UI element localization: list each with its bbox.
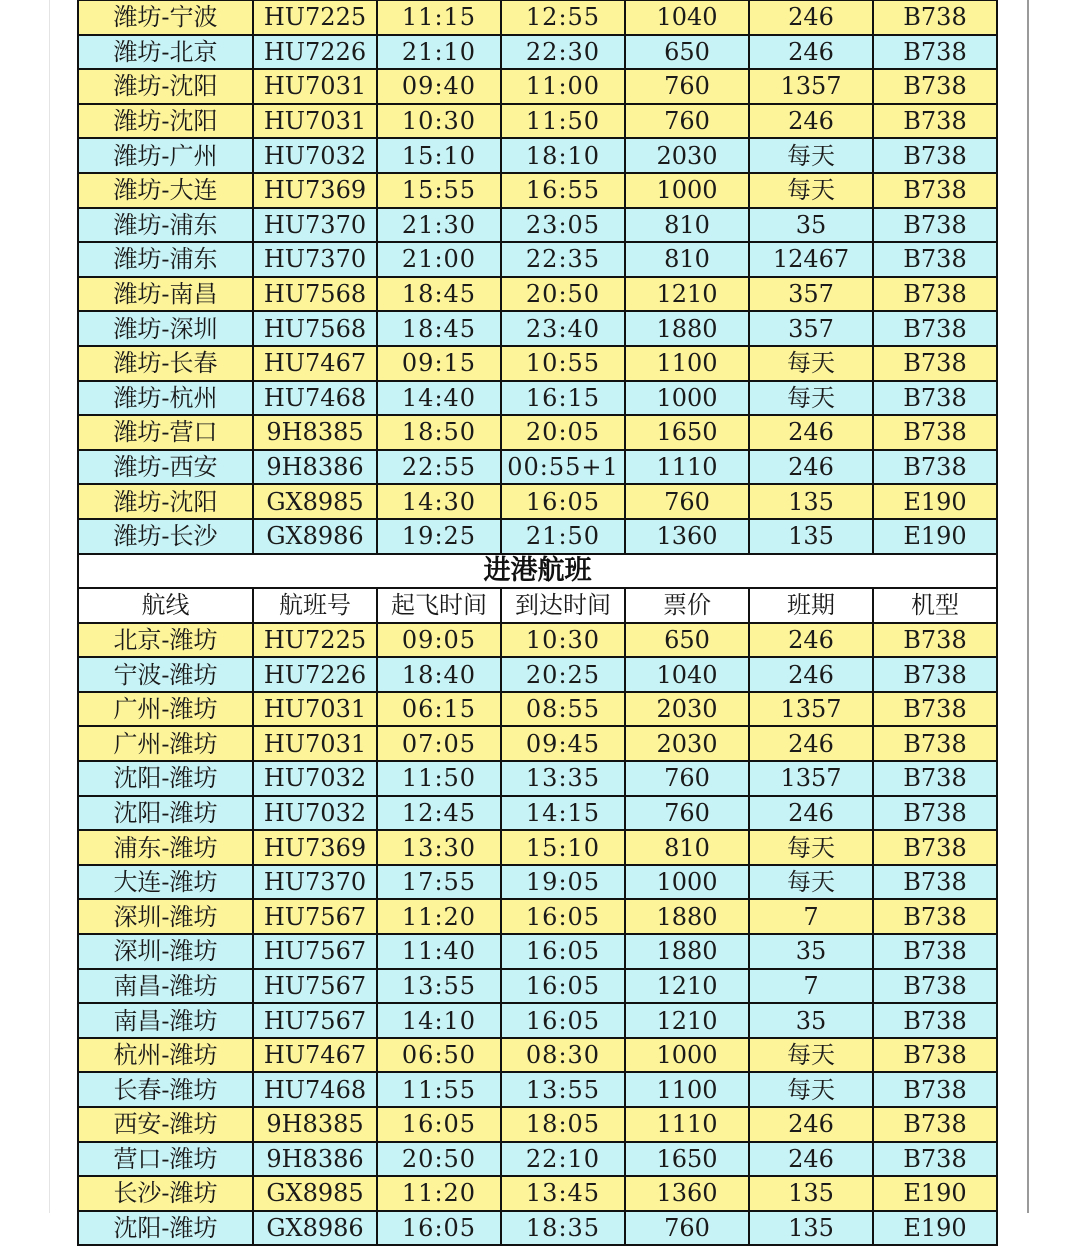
schedule-days-cell: 每天 (749, 865, 873, 900)
schedule-days-cell: 246 (749, 657, 873, 692)
route-cell: 大连-潍坊 (78, 865, 253, 900)
schedule-body (78, 0, 997, 1245)
schedule-days-cell: 135 (749, 1211, 873, 1246)
aircraft-type-cell: B738 (873, 1038, 997, 1073)
route-cell: 潍坊-沈阳 (78, 484, 253, 519)
price-cell: 760 (625, 104, 749, 139)
price-cell: 1100 (625, 346, 749, 381)
flight-schedule-table (77, 0, 998, 1246)
flight-row (78, 35, 997, 70)
flight-number-cell: GX8986 (253, 1211, 377, 1246)
arrival-time-cell: 12:55 (501, 0, 625, 35)
arrival-time-cell: 13:45 (501, 1176, 625, 1211)
route-cell: 潍坊-沈阳 (78, 69, 253, 104)
flight-row (78, 1142, 997, 1177)
route-cell: 长沙-潍坊 (78, 1176, 253, 1211)
departure-time-cell: 18:45 (377, 311, 501, 346)
aircraft-type-cell: B738 (873, 692, 997, 727)
flight-number-cell: HU7468 (253, 1072, 377, 1107)
flight-number-cell: 9H8385 (253, 1107, 377, 1142)
schedule-days-cell: 12467 (749, 242, 873, 277)
flight-row (78, 346, 997, 381)
arrival-time-cell: 16:05 (501, 1003, 625, 1038)
arrival-time-cell: 23:40 (501, 311, 625, 346)
price-cell: 1210 (625, 969, 749, 1004)
departure-time-cell: 13:30 (377, 830, 501, 865)
flight-row (78, 1072, 997, 1107)
flight-row (78, 865, 997, 900)
price-cell: 1000 (625, 381, 749, 416)
flight-number-cell: HU7468 (253, 381, 377, 416)
arrival-time-cell: 08:55 (501, 692, 625, 727)
aircraft-type-cell: B738 (873, 1107, 997, 1142)
flight-number-cell: HU7225 (253, 0, 377, 35)
arrival-time-cell: 11:00 (501, 69, 625, 104)
flight-number-cell: HU7369 (253, 830, 377, 865)
flight-number-cell: HU7370 (253, 242, 377, 277)
price-cell: 1880 (625, 311, 749, 346)
price-cell: 1040 (625, 0, 749, 35)
schedule-days-cell: 246 (749, 415, 873, 450)
schedule-days-cell: 135 (749, 519, 873, 554)
column-header: 班期 (749, 588, 873, 623)
price-cell: 760 (625, 761, 749, 796)
flight-row (78, 657, 997, 692)
aircraft-type-cell: B738 (873, 173, 997, 208)
departure-time-cell: 12:45 (377, 796, 501, 831)
schedule-days-cell: 35 (749, 1003, 873, 1038)
aircraft-type-cell: B738 (873, 934, 997, 969)
price-cell: 1880 (625, 934, 749, 969)
flight-number-cell: HU7568 (253, 311, 377, 346)
flight-number-cell: HU7226 (253, 35, 377, 70)
departure-time-cell: 15:10 (377, 138, 501, 173)
arrival-time-cell: 22:30 (501, 35, 625, 70)
section-title: 进港航班 (78, 554, 997, 589)
flight-row (78, 242, 997, 277)
route-cell: 潍坊-沈阳 (78, 104, 253, 139)
aircraft-type-cell: B738 (873, 35, 997, 70)
column-header: 机型 (873, 588, 997, 623)
price-cell: 810 (625, 208, 749, 243)
column-header: 票价 (625, 588, 749, 623)
price-cell: 1880 (625, 899, 749, 934)
schedule-days-cell: 135 (749, 484, 873, 519)
route-cell: 杭州-潍坊 (78, 1038, 253, 1073)
arrival-time-cell: 20:05 (501, 415, 625, 450)
departure-time-cell: 16:05 (377, 1107, 501, 1142)
schedule-days-cell: 246 (749, 796, 873, 831)
flight-number-cell: HU7369 (253, 173, 377, 208)
schedule-days-cell: 246 (749, 726, 873, 761)
route-cell: 沈阳-潍坊 (78, 761, 253, 796)
flight-row (78, 1003, 997, 1038)
flight-number-cell: HU7370 (253, 208, 377, 243)
flight-row (78, 934, 997, 969)
schedule-days-cell: 246 (749, 1107, 873, 1142)
flight-row (78, 69, 997, 104)
schedule-days-cell: 246 (749, 623, 873, 658)
flight-row (78, 969, 997, 1004)
arrival-time-cell: 16:55 (501, 173, 625, 208)
flight-number-cell: GX8986 (253, 519, 377, 554)
arrival-time-cell: 15:10 (501, 830, 625, 865)
schedule-days-cell: 35 (749, 934, 873, 969)
aircraft-type-cell: B738 (873, 69, 997, 104)
departure-time-cell: 09:15 (377, 346, 501, 381)
departure-time-cell: 11:55 (377, 1072, 501, 1107)
departure-time-cell: 21:00 (377, 242, 501, 277)
price-cell: 1000 (625, 173, 749, 208)
arrival-time-cell: 20:50 (501, 277, 625, 312)
section-title-row (78, 554, 997, 589)
departure-time-cell: 15:55 (377, 173, 501, 208)
flight-row (78, 173, 997, 208)
column-header: 航线 (78, 588, 253, 623)
schedule-days-cell: 357 (749, 277, 873, 312)
route-cell: 潍坊-北京 (78, 35, 253, 70)
route-cell: 潍坊-广州 (78, 138, 253, 173)
schedule-days-cell: 每天 (749, 138, 873, 173)
flight-number-cell: 9H8385 (253, 415, 377, 450)
flight-number-cell: HU7226 (253, 657, 377, 692)
column-header: 起飞时间 (377, 588, 501, 623)
departure-time-cell: 13:55 (377, 969, 501, 1004)
flight-row (78, 208, 997, 243)
price-cell: 1360 (625, 1176, 749, 1211)
page-left-edge (49, 0, 50, 1213)
arrival-time-cell: 20:25 (501, 657, 625, 692)
price-cell: 1000 (625, 865, 749, 900)
route-cell: 营口-潍坊 (78, 1142, 253, 1177)
departure-time-cell: 18:50 (377, 415, 501, 450)
arrival-time-cell: 18:35 (501, 1211, 625, 1246)
departure-time-cell: 22:55 (377, 450, 501, 485)
arrival-time-cell: 13:35 (501, 761, 625, 796)
departure-time-cell: 07:05 (377, 726, 501, 761)
price-cell: 760 (625, 1211, 749, 1246)
flight-row (78, 899, 997, 934)
route-cell: 西安-潍坊 (78, 1107, 253, 1142)
flight-number-cell: HU7567 (253, 934, 377, 969)
departure-time-cell: 19:25 (377, 519, 501, 554)
departure-time-cell: 11:20 (377, 1176, 501, 1211)
route-cell: 广州-潍坊 (78, 726, 253, 761)
price-cell: 1100 (625, 1072, 749, 1107)
price-cell: 1210 (625, 1003, 749, 1038)
column-header: 到达时间 (501, 588, 625, 623)
arrival-time-cell: 16:05 (501, 969, 625, 1004)
flight-number-cell: 9H8386 (253, 450, 377, 485)
flight-number-cell: HU7225 (253, 623, 377, 658)
route-cell: 南昌-潍坊 (78, 1003, 253, 1038)
aircraft-type-cell: B738 (873, 208, 997, 243)
arrival-time-cell: 13:55 (501, 1072, 625, 1107)
schedule-days-cell: 135 (749, 1176, 873, 1211)
route-cell: 沈阳-潍坊 (78, 796, 253, 831)
departure-time-cell: 06:15 (377, 692, 501, 727)
route-cell: 广州-潍坊 (78, 692, 253, 727)
route-cell: 潍坊-长沙 (78, 519, 253, 554)
departure-time-cell: 11:20 (377, 899, 501, 934)
schedule-days-cell: 7 (749, 899, 873, 934)
price-cell: 1210 (625, 277, 749, 312)
flight-number-cell: HU7032 (253, 138, 377, 173)
arrival-time-cell: 18:05 (501, 1107, 625, 1142)
route-cell: 深圳-潍坊 (78, 899, 253, 934)
schedule-days-cell: 每天 (749, 1038, 873, 1073)
route-cell: 潍坊-西安 (78, 450, 253, 485)
flight-row (78, 450, 997, 485)
departure-time-cell: 18:40 (377, 657, 501, 692)
route-cell: 潍坊-长春 (78, 346, 253, 381)
arrival-time-cell: 16:05 (501, 484, 625, 519)
aircraft-type-cell: B738 (873, 969, 997, 1004)
price-cell: 650 (625, 35, 749, 70)
price-cell: 1650 (625, 415, 749, 450)
aircraft-type-cell: B738 (873, 657, 997, 692)
price-cell: 760 (625, 69, 749, 104)
arrival-time-cell: 14:15 (501, 796, 625, 831)
route-cell: 潍坊-大连 (78, 173, 253, 208)
flight-number-cell: HU7567 (253, 969, 377, 1004)
aircraft-type-cell: B738 (873, 796, 997, 831)
price-cell: 1000 (625, 1038, 749, 1073)
flight-number-cell: HU7032 (253, 761, 377, 796)
flight-row (78, 519, 997, 554)
schedule-days-cell: 246 (749, 1142, 873, 1177)
route-cell: 潍坊-宁波 (78, 0, 253, 35)
aircraft-type-cell: B738 (873, 761, 997, 796)
flight-row (78, 381, 997, 416)
arrival-time-cell: 10:30 (501, 623, 625, 658)
flight-number-cell: HU7031 (253, 726, 377, 761)
arrival-time-cell: 11:50 (501, 104, 625, 139)
schedule-days-cell: 1357 (749, 692, 873, 727)
schedule-days-cell: 246 (749, 0, 873, 35)
arrival-time-cell: 09:45 (501, 726, 625, 761)
schedule-days-cell: 357 (749, 311, 873, 346)
route-cell: 潍坊-杭州 (78, 381, 253, 416)
departure-time-cell: 10:30 (377, 104, 501, 139)
flight-number-cell: GX8985 (253, 484, 377, 519)
aircraft-type-cell: E190 (873, 1211, 997, 1246)
flight-row (78, 0, 997, 35)
aircraft-type-cell: B738 (873, 865, 997, 900)
arrival-time-cell: 22:35 (501, 242, 625, 277)
schedule-days-cell: 246 (749, 450, 873, 485)
price-cell: 1110 (625, 450, 749, 485)
aircraft-type-cell: B738 (873, 242, 997, 277)
route-cell: 宁波-潍坊 (78, 657, 253, 692)
aircraft-type-cell: B738 (873, 104, 997, 139)
route-cell: 南昌-潍坊 (78, 969, 253, 1004)
flight-row (78, 415, 997, 450)
price-cell: 650 (625, 623, 749, 658)
arrival-time-cell: 16:05 (501, 934, 625, 969)
price-cell: 810 (625, 242, 749, 277)
aircraft-type-cell: B738 (873, 899, 997, 934)
arrival-time-cell: 19:05 (501, 865, 625, 900)
departure-time-cell: 09:40 (377, 69, 501, 104)
schedule-days-cell: 35 (749, 208, 873, 243)
route-cell: 潍坊-深圳 (78, 311, 253, 346)
arrival-time-cell: 23:05 (501, 208, 625, 243)
price-cell: 1110 (625, 1107, 749, 1142)
aircraft-type-cell: B738 (873, 830, 997, 865)
departure-time-cell: 14:30 (377, 484, 501, 519)
departure-time-cell: 17:55 (377, 865, 501, 900)
aircraft-type-cell: B738 (873, 415, 997, 450)
price-cell: 1650 (625, 1142, 749, 1177)
departure-time-cell: 21:30 (377, 208, 501, 243)
flight-number-cell: HU7567 (253, 1003, 377, 1038)
price-cell: 760 (625, 796, 749, 831)
aircraft-type-cell: B738 (873, 1003, 997, 1038)
departure-time-cell: 11:40 (377, 934, 501, 969)
flight-row (78, 484, 997, 519)
arrival-time-cell: 16:15 (501, 381, 625, 416)
arrival-time-cell: 22:10 (501, 1142, 625, 1177)
flight-row (78, 138, 997, 173)
column-header: 航班号 (253, 588, 377, 623)
flight-row (78, 1038, 997, 1073)
route-cell: 深圳-潍坊 (78, 934, 253, 969)
flight-number-cell: HU7031 (253, 69, 377, 104)
aircraft-type-cell: E190 (873, 484, 997, 519)
flight-number-cell: HU7031 (253, 104, 377, 139)
arrival-time-cell: 16:05 (501, 899, 625, 934)
aircraft-type-cell: B738 (873, 726, 997, 761)
flight-number-cell: HU7467 (253, 1038, 377, 1073)
flight-row (78, 277, 997, 312)
flight-row (78, 726, 997, 761)
aircraft-type-cell: E190 (873, 519, 997, 554)
flight-number-cell: HU7567 (253, 899, 377, 934)
flight-row (78, 692, 997, 727)
aircraft-type-cell: B738 (873, 623, 997, 658)
price-cell: 1040 (625, 657, 749, 692)
route-cell: 潍坊-浦东 (78, 208, 253, 243)
departure-time-cell: 16:05 (377, 1211, 501, 1246)
schedule-days-cell: 1357 (749, 69, 873, 104)
arrival-time-cell: 08:30 (501, 1038, 625, 1073)
departure-time-cell: 18:45 (377, 277, 501, 312)
departure-time-cell: 14:40 (377, 381, 501, 416)
flight-row (78, 311, 997, 346)
schedule-days-cell: 7 (749, 969, 873, 1004)
aircraft-type-cell: E190 (873, 1176, 997, 1211)
aircraft-type-cell: B738 (873, 346, 997, 381)
departure-time-cell: 14:10 (377, 1003, 501, 1038)
schedule-days-cell: 1357 (749, 761, 873, 796)
schedule-days-cell: 每天 (749, 1072, 873, 1107)
aircraft-type-cell: B738 (873, 450, 997, 485)
flight-row (78, 796, 997, 831)
departure-time-cell: 21:10 (377, 35, 501, 70)
schedule-days-cell: 每天 (749, 346, 873, 381)
schedule-days-cell: 每天 (749, 173, 873, 208)
flight-number-cell: 9H8386 (253, 1142, 377, 1177)
price-cell: 2030 (625, 692, 749, 727)
flight-row (78, 1176, 997, 1211)
price-cell: 2030 (625, 138, 749, 173)
flight-row (78, 761, 997, 796)
price-cell: 810 (625, 830, 749, 865)
flight-number-cell: GX8985 (253, 1176, 377, 1211)
aircraft-type-cell: B738 (873, 0, 997, 35)
flight-row (78, 1107, 997, 1142)
route-cell: 长春-潍坊 (78, 1072, 253, 1107)
arrival-time-cell: 10:55 (501, 346, 625, 381)
flight-number-cell: HU7467 (253, 346, 377, 381)
departure-time-cell: 11:15 (377, 0, 501, 35)
aircraft-type-cell: B738 (873, 311, 997, 346)
price-cell: 2030 (625, 726, 749, 761)
departure-time-cell: 06:50 (377, 1038, 501, 1073)
page-right-edge (1027, 0, 1029, 1213)
route-cell: 浦东-潍坊 (78, 830, 253, 865)
arrival-time-cell: 00:55+1 (501, 450, 625, 485)
departure-time-cell: 11:50 (377, 761, 501, 796)
price-cell: 1360 (625, 519, 749, 554)
aircraft-type-cell: B738 (873, 277, 997, 312)
schedule-days-cell: 246 (749, 104, 873, 139)
route-cell: 潍坊-营口 (78, 415, 253, 450)
price-cell: 760 (625, 484, 749, 519)
flight-row (78, 104, 997, 139)
route-cell: 潍坊-南昌 (78, 277, 253, 312)
route-cell: 潍坊-浦东 (78, 242, 253, 277)
arrival-time-cell: 18:10 (501, 138, 625, 173)
departure-time-cell: 09:05 (377, 623, 501, 658)
flight-number-cell: HU7568 (253, 277, 377, 312)
aircraft-type-cell: B738 (873, 138, 997, 173)
schedule-days-cell: 246 (749, 35, 873, 70)
flight-row (78, 623, 997, 658)
aircraft-type-cell: B738 (873, 1072, 997, 1107)
flight-number-cell: HU7032 (253, 796, 377, 831)
schedule-days-cell: 每天 (749, 381, 873, 416)
route-cell: 北京-潍坊 (78, 623, 253, 658)
flight-number-cell: HU7031 (253, 692, 377, 727)
schedule-days-cell: 每天 (749, 830, 873, 865)
column-header-row (78, 588, 997, 623)
flight-number-cell: HU7370 (253, 865, 377, 900)
route-cell: 沈阳-潍坊 (78, 1211, 253, 1246)
flight-row (78, 830, 997, 865)
departure-time-cell: 20:50 (377, 1142, 501, 1177)
arrival-time-cell: 21:50 (501, 519, 625, 554)
aircraft-type-cell: B738 (873, 381, 997, 416)
flight-row (78, 1211, 997, 1246)
aircraft-type-cell: B738 (873, 1142, 997, 1177)
